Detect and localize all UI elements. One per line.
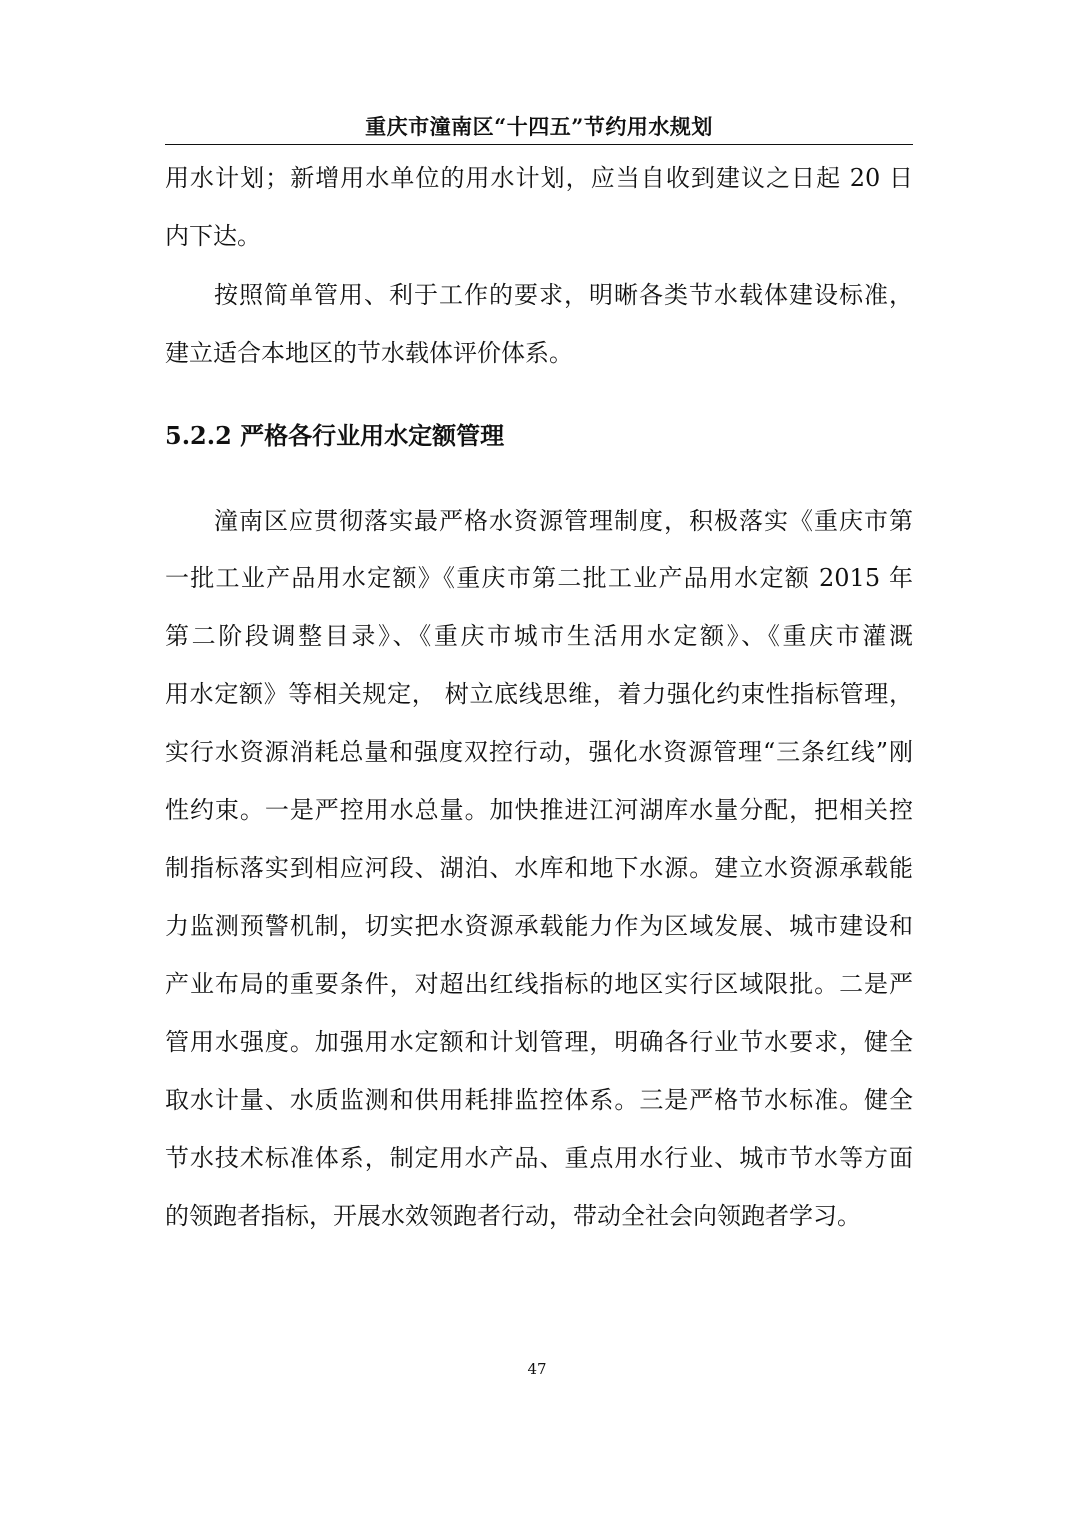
page-number: 47 xyxy=(527,1360,547,1378)
text-line: 建立适合本地区的节水载体评价体系。 xyxy=(165,339,573,367)
text-line: 实行水资源消耗总量和强度双控行动，强化水资源管理“三条红线”刚 xyxy=(165,738,913,766)
text-line: 潼南区应贯彻落实最严格水资源管理制度，积极落实《重庆市第 xyxy=(214,507,913,535)
document-title: 重庆市潼南区“十四五”节约用水规划 xyxy=(365,114,713,139)
text-line: 第二阶段调整目录》、《重庆市城市生活用水定额》、《重庆市灌溉 xyxy=(165,622,913,650)
text-line: 性约束。一是严控用水总量。加快推进江河湖库水量分配，把相关控 xyxy=(165,796,913,824)
text-line: 一批工业产品用水定额》《重庆市第二批工业产品用水定额 2015 年 xyxy=(165,564,913,592)
text-line: 取水计量、水质监测和供用耗排监控体系。三是严格节水标准。健全 xyxy=(165,1086,913,1114)
text-line: 管用水强度。加强用水定额和计划管理，明确各行业节水要求，健全 xyxy=(165,1028,913,1056)
text-line: 产业布局的重要条件，对超出红线指标的地区实行区域限批。二是严 xyxy=(165,970,913,998)
text-line: 内下达。 xyxy=(165,222,261,250)
text-line: 按照简单管用、利于工作的要求，明晰各类节水载体建设标准， xyxy=(214,281,913,309)
section-heading: 5.2.2 严格各行业用水定额管理 xyxy=(165,421,505,450)
text-line: 力监测预警机制，切实把水资源承载能力作为区域发展、城市建设和 xyxy=(165,912,913,940)
text-line: 用水计划；新增用水单位的用水计划，应当自收到建议之日起 20 日 xyxy=(165,164,913,192)
header-divider xyxy=(165,144,913,145)
text-line: 的领跑者指标，开展水效领跑者行动，带动全社会向领跑者学习。 xyxy=(165,1202,861,1230)
text-line: 制指标落实到相应河段、湖泊、水库和地下水源。建立水资源承载能 xyxy=(165,854,913,882)
text-line: 节水技术标准体系，制定用水产品、重点用水行业、城市节水等方面 xyxy=(165,1144,913,1172)
text-line: 用水定额》等相关规定， 树立底线思维，着力强化约束性指标管理， xyxy=(165,680,913,708)
